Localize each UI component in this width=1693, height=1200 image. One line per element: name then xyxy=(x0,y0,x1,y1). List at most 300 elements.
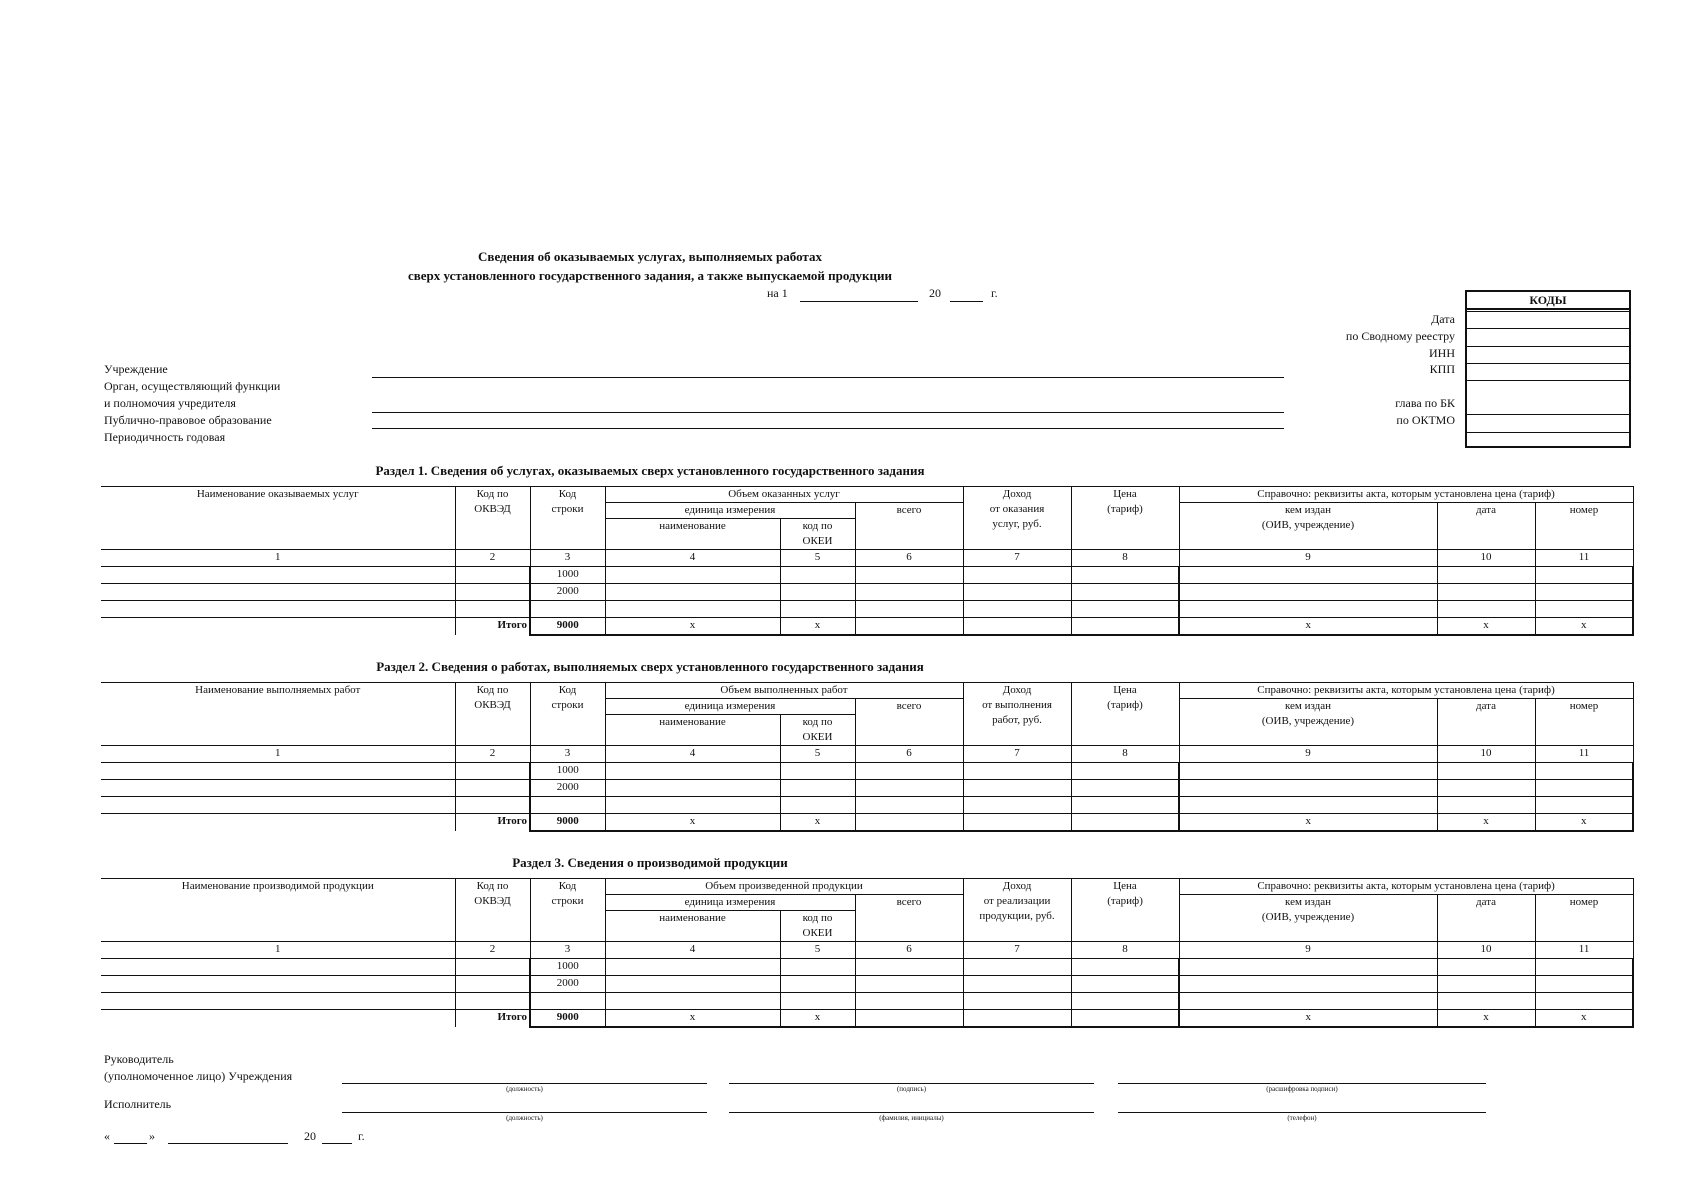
column-number-label: 9 xyxy=(1305,551,1311,563)
itogo-total-cell[interactable] xyxy=(855,618,963,636)
column-number xyxy=(101,550,455,567)
cell-value[interactable] xyxy=(1437,584,1535,601)
itogo-empty xyxy=(101,1010,455,1028)
cell-okved[interactable] xyxy=(455,797,530,814)
cell-value[interactable] xyxy=(780,976,855,993)
cell-value[interactable] xyxy=(855,780,963,797)
itogo-x-cell xyxy=(1535,618,1633,636)
executor-label: Исполнитель xyxy=(104,1097,172,1111)
column-number-label: 6 xyxy=(906,551,912,563)
date-close-quote: » xyxy=(149,1129,155,1143)
codes-row[interactable] xyxy=(1467,363,1629,364)
exec-position-line[interactable] xyxy=(342,1112,707,1113)
column-number-label: 4 xyxy=(689,943,696,955)
col-name-header xyxy=(101,683,455,746)
cell-value[interactable] xyxy=(1437,567,1535,584)
cell-value[interactable] xyxy=(605,797,780,814)
cell-value[interactable] xyxy=(963,763,1071,780)
cell-value[interactable] xyxy=(780,601,855,618)
volume-label: Объем выполненных работ xyxy=(720,684,848,696)
head-decode-line[interactable] xyxy=(1118,1083,1486,1084)
cell-value[interactable] xyxy=(963,797,1071,814)
table-row xyxy=(101,601,1633,618)
column-number-label: 8 xyxy=(1122,747,1128,759)
column-number xyxy=(530,942,605,959)
section-1-title: Раздел 1. Сведения об услугах, оказываемых сверх установленного государственного задания xyxy=(375,463,925,478)
institution-line[interactable] xyxy=(372,377,1284,378)
itogo-code-cell xyxy=(530,618,605,636)
itogo-x-cell xyxy=(1179,618,1437,636)
cell-okved[interactable] xyxy=(455,959,530,976)
x-mark: x xyxy=(1305,619,1312,631)
founder-line[interactable] xyxy=(372,412,1284,413)
cell-value[interactable] xyxy=(605,976,780,993)
codes-label-inn: ИНН xyxy=(1429,346,1455,360)
codes-label-oktmo: по ОКТМО xyxy=(1396,413,1455,427)
cell-name[interactable] xyxy=(101,976,455,993)
cell-value[interactable] xyxy=(1179,959,1437,976)
cell-value[interactable] xyxy=(1437,763,1535,780)
column-number xyxy=(455,746,530,763)
head-label-2: (уполномоченное лицо) Учреждения xyxy=(104,1069,293,1083)
cell-value[interactable] xyxy=(1071,959,1179,976)
cell-okved[interactable] xyxy=(455,584,530,601)
column-number xyxy=(1535,942,1633,959)
itogo-price-cell[interactable] xyxy=(1071,618,1179,636)
column-number xyxy=(855,550,963,567)
col-okei-header xyxy=(780,519,855,550)
column-number xyxy=(1071,942,1179,959)
income-label-3: работ, руб. xyxy=(992,714,1042,726)
unit-label: единица измерения xyxy=(684,896,776,908)
head-position-line[interactable] xyxy=(342,1083,707,1084)
column-number xyxy=(1071,550,1179,567)
col-income-header xyxy=(963,487,1071,550)
column-numbers-row xyxy=(101,942,1633,959)
col-linecode-header xyxy=(530,879,605,942)
cell-value[interactable] xyxy=(1179,601,1437,618)
itogo-price-cell[interactable] xyxy=(1071,1010,1179,1028)
price-label-1: Цена xyxy=(1113,488,1137,500)
cell-value[interactable] xyxy=(1535,567,1633,584)
table-row xyxy=(101,976,1633,993)
itogo-x-cell xyxy=(1437,814,1535,832)
column-number xyxy=(101,942,455,959)
total-label: всего xyxy=(896,896,922,908)
cell-value[interactable] xyxy=(855,959,963,976)
column-number xyxy=(530,550,605,567)
price-label-1: Цена xyxy=(1113,880,1137,892)
cell-value[interactable] xyxy=(1535,763,1633,780)
column-number-label: 8 xyxy=(1122,943,1128,955)
col-income-header xyxy=(963,683,1071,746)
cell-value[interactable] xyxy=(1535,993,1633,1010)
column-number-label: 5 xyxy=(814,943,821,955)
cell-value[interactable] xyxy=(855,797,963,814)
cell-linecode xyxy=(530,976,605,993)
column-number-label: 7 xyxy=(1014,747,1020,759)
codes-row[interactable] xyxy=(1467,311,1629,312)
cell-value[interactable] xyxy=(1535,976,1633,993)
okei-label-2: ОКЕИ xyxy=(802,731,833,743)
codes-box xyxy=(1465,290,1631,448)
cell-value[interactable] xyxy=(780,763,855,780)
codes-label-registry: по Сводному реестру xyxy=(1345,329,1455,343)
cell-value[interactable] xyxy=(1179,584,1437,601)
itogo-code-cell xyxy=(530,814,605,832)
cell-linecode xyxy=(530,993,605,1010)
column-number-label: 11 xyxy=(1578,551,1590,563)
okei-label-2: ОКЕИ xyxy=(802,927,833,939)
column-number xyxy=(963,746,1071,763)
cell-value[interactable] xyxy=(1179,976,1437,993)
col-issued-header xyxy=(1179,895,1437,942)
cell-value[interactable] xyxy=(1437,601,1535,618)
okei-label-2: ОКЕИ xyxy=(802,535,833,547)
cell-value[interactable] xyxy=(1071,976,1179,993)
cell-name[interactable] xyxy=(101,993,455,1010)
cell-value[interactable] xyxy=(1179,797,1437,814)
cell-name[interactable] xyxy=(101,959,455,976)
okved-label-1: Код по xyxy=(476,684,509,696)
col-name-header xyxy=(101,879,455,942)
itogo-row xyxy=(101,1010,1633,1028)
codes-row[interactable] xyxy=(1467,380,1629,381)
cell-value[interactable] xyxy=(605,763,780,780)
col-unit-name-header xyxy=(605,911,780,942)
cell-value[interactable] xyxy=(1437,797,1535,814)
table-row xyxy=(101,584,1633,601)
col-total-header xyxy=(855,503,963,550)
column-number xyxy=(780,746,855,763)
column-number xyxy=(1437,550,1535,567)
issued-label-2: (ОИВ, учреждение) xyxy=(1261,911,1355,923)
doc-title-line1: Сведения об оказываемых услугах, выполняемых работах xyxy=(478,249,822,264)
cell-okved[interactable] xyxy=(455,601,530,618)
cell-okved[interactable] xyxy=(455,567,530,584)
cell-value[interactable] xyxy=(855,584,963,601)
column-number xyxy=(1535,746,1633,763)
issued-label-2: (ОИВ, учреждение) xyxy=(1261,715,1355,727)
cell-value[interactable] xyxy=(855,763,963,780)
codes-row[interactable] xyxy=(1467,346,1629,347)
cell-value[interactable] xyxy=(780,780,855,797)
line-code-value: 1000 xyxy=(556,568,579,580)
income-label-1: Доход xyxy=(1002,684,1032,696)
x-mark: x xyxy=(1581,619,1587,631)
column-number-label: 3 xyxy=(564,943,571,955)
itogo-total-cell[interactable] xyxy=(855,1010,963,1028)
column-number-label: 10 xyxy=(1480,747,1492,759)
public-entity-line[interactable] xyxy=(372,428,1284,429)
unit-label: единица измерения xyxy=(684,504,776,516)
column-number xyxy=(780,550,855,567)
cell-value[interactable] xyxy=(1071,567,1179,584)
cell-value[interactable] xyxy=(1437,993,1535,1010)
column-numbers-row xyxy=(101,550,1633,567)
cell-name[interactable] xyxy=(101,780,455,797)
cell-value[interactable] xyxy=(1071,797,1179,814)
price-label-2: (тариф) xyxy=(1107,699,1143,711)
x-mark: x xyxy=(814,815,821,827)
cell-value[interactable] xyxy=(855,601,963,618)
issued-label-1: кем издан xyxy=(1284,700,1332,712)
column-number xyxy=(605,746,780,763)
sign-year: 20 xyxy=(304,1129,316,1143)
date-day-line[interactable] xyxy=(800,301,918,302)
col-date-header xyxy=(1437,699,1535,746)
col-unit-name-header xyxy=(605,715,780,746)
itogo-income-cell[interactable] xyxy=(963,814,1071,832)
cell-value[interactable] xyxy=(1179,780,1437,797)
cell-value[interactable] xyxy=(855,993,963,1010)
itogo-code: 9000 xyxy=(556,619,579,631)
column-number-label: 3 xyxy=(564,551,571,563)
column-number-label: 4 xyxy=(689,551,696,563)
col-date-header xyxy=(1437,503,1535,550)
cell-value[interactable] xyxy=(1071,584,1179,601)
cell-value[interactable] xyxy=(963,780,1071,797)
table-row xyxy=(101,780,1633,797)
date-year: 20 xyxy=(929,286,941,300)
x-mark: x xyxy=(689,619,696,631)
column-number xyxy=(855,746,963,763)
linecode-label-2: строки xyxy=(551,699,584,711)
column-number-label: 5 xyxy=(814,747,821,759)
column-number-label: 10 xyxy=(1480,551,1492,563)
cell-okved[interactable] xyxy=(455,780,530,797)
section-3-table xyxy=(101,878,1634,1028)
cell-okved[interactable] xyxy=(455,976,530,993)
income-label-3: услуг, руб. xyxy=(992,518,1042,530)
cell-value[interactable] xyxy=(605,993,780,1010)
date-year-line[interactable] xyxy=(950,301,983,302)
unit-name-label: наименование xyxy=(659,520,726,532)
codes-row[interactable] xyxy=(1467,328,1629,329)
income-label-2: от выполнения xyxy=(982,699,1052,711)
cell-value[interactable] xyxy=(780,959,855,976)
itogo-x-cell xyxy=(780,618,855,636)
itogo-x-cell xyxy=(1179,814,1437,832)
col-name-header xyxy=(101,487,455,550)
itogo-x-cell xyxy=(605,1010,780,1028)
cell-value[interactable] xyxy=(1179,763,1437,780)
col-issued-header xyxy=(1179,503,1437,550)
income-label-1: Доход xyxy=(1002,488,1032,500)
cell-value[interactable] xyxy=(963,567,1071,584)
okved-label-1: Код по xyxy=(476,880,509,892)
cell-name[interactable] xyxy=(101,567,455,584)
column-number-label: 1 xyxy=(275,551,281,563)
cell-value[interactable] xyxy=(780,567,855,584)
col-ref-header xyxy=(1179,879,1633,895)
section-1-table xyxy=(101,486,1634,636)
col-date-header xyxy=(1437,895,1535,942)
cell-name[interactable] xyxy=(101,797,455,814)
name-col-label: Наименование производимой продукции xyxy=(181,880,374,892)
exec-fio-line[interactable] xyxy=(729,1112,1094,1113)
cell-value[interactable] xyxy=(605,567,780,584)
unit-label: единица измерения xyxy=(684,700,776,712)
col-ref-header xyxy=(1179,487,1633,503)
table-row xyxy=(101,567,1633,584)
column-number-label: 6 xyxy=(906,747,912,759)
sign-year-suffix: г. xyxy=(358,1129,365,1143)
column-number xyxy=(963,550,1071,567)
column-numbers-row xyxy=(101,746,1633,763)
institution-label: Учреждение xyxy=(104,362,168,376)
cell-value[interactable] xyxy=(605,601,780,618)
cell-value[interactable] xyxy=(605,780,780,797)
volume-label: Объем оказанных услуг xyxy=(728,488,840,500)
cell-value[interactable] xyxy=(1071,763,1179,780)
cell-linecode xyxy=(530,797,605,814)
codes-row[interactable] xyxy=(1467,432,1629,433)
cap-signature: (подпись) xyxy=(896,1085,927,1093)
linecode-label-2: строки xyxy=(551,895,584,907)
column-number xyxy=(1535,550,1633,567)
sign-month-line[interactable] xyxy=(168,1143,288,1144)
itogo-label: Итого xyxy=(497,1011,527,1023)
number-label: номер xyxy=(1569,504,1599,516)
itogo-label-cell xyxy=(455,618,530,636)
itogo-income-cell[interactable] xyxy=(963,618,1071,636)
sign-day-line[interactable] xyxy=(114,1143,147,1144)
cell-value[interactable] xyxy=(605,959,780,976)
itogo-total-cell[interactable] xyxy=(855,814,963,832)
okved-label-1: Код по xyxy=(476,488,509,500)
cap-position: (должность) xyxy=(506,1085,543,1093)
codes-row[interactable] xyxy=(1467,414,1629,415)
line-code-value: 2000 xyxy=(556,977,579,989)
col-linecode-header xyxy=(530,487,605,550)
cell-value[interactable] xyxy=(605,584,780,601)
column-number xyxy=(855,942,963,959)
col-total-header xyxy=(855,699,963,746)
date-prefix: на 1 xyxy=(767,286,788,300)
cell-value[interactable] xyxy=(1071,780,1179,797)
cell-value[interactable] xyxy=(963,601,1071,618)
public-entity-label: Публично-правовое образование xyxy=(104,413,272,427)
cap-decode: (расшифровка подписи) xyxy=(1266,1085,1338,1093)
cell-okved[interactable] xyxy=(455,763,530,780)
cell-value[interactable] xyxy=(1535,797,1633,814)
cell-value[interactable] xyxy=(963,584,1071,601)
itogo-price-cell[interactable] xyxy=(1071,814,1179,832)
col-unit-header xyxy=(605,895,855,911)
x-mark: x xyxy=(1483,1011,1489,1023)
date-label: дата xyxy=(1476,896,1497,908)
itogo-label-cell xyxy=(455,1010,530,1028)
cell-value[interactable] xyxy=(1535,584,1633,601)
col-price-header xyxy=(1071,879,1179,942)
column-number-label: 4 xyxy=(689,747,696,759)
cell-value[interactable] xyxy=(1535,601,1633,618)
x-mark: x xyxy=(689,815,696,827)
column-number xyxy=(605,550,780,567)
head-signature-line[interactable] xyxy=(729,1083,1094,1084)
column-number-label: 2 xyxy=(489,551,496,563)
col-volume-header xyxy=(605,879,963,895)
cell-name[interactable] xyxy=(101,584,455,601)
itogo-empty xyxy=(101,814,455,832)
col-unit-header xyxy=(605,699,855,715)
column-number-label: 5 xyxy=(814,551,821,563)
cell-value[interactable] xyxy=(1071,993,1179,1010)
cell-value[interactable] xyxy=(780,797,855,814)
itogo-x-cell xyxy=(780,1010,855,1028)
itogo-label-cell xyxy=(455,814,530,832)
itogo-x-cell xyxy=(780,814,855,832)
itogo-x-cell xyxy=(1437,1010,1535,1028)
section-2-title: Раздел 2. Сведения о работах, выполняемых сверх установленного государственного задания xyxy=(376,659,924,674)
periodicity-label: Периодичность годовая xyxy=(104,430,226,444)
total-label: всего xyxy=(896,700,922,712)
itogo-income-cell[interactable] xyxy=(963,1010,1071,1028)
date-open-quote: « xyxy=(104,1129,110,1143)
col-issued-header xyxy=(1179,699,1437,746)
cell-okved[interactable] xyxy=(455,993,530,1010)
column-number-label: 8 xyxy=(1122,551,1128,563)
cell-value[interactable] xyxy=(855,567,963,584)
codes-label-bk: глава по БК xyxy=(1395,396,1455,410)
doc-title-line2: сверх установленного государственного задания, а также выпускаемой продукции xyxy=(407,268,893,283)
sign-year-line[interactable] xyxy=(322,1143,352,1144)
founder-label-1: Орган, осуществляющий функции xyxy=(104,379,281,393)
col-okved-header xyxy=(455,879,530,942)
column-number-label: 9 xyxy=(1305,747,1311,759)
cell-value[interactable] xyxy=(1071,601,1179,618)
ref-label: Справочно: реквизиты акта, которым установлена цена (тариф) xyxy=(1257,880,1555,892)
cell-value[interactable] xyxy=(1535,959,1633,976)
column-number-label: 10 xyxy=(1480,943,1492,955)
x-mark: x xyxy=(1581,1011,1587,1023)
column-number xyxy=(1179,942,1437,959)
cell-value[interactable] xyxy=(780,993,855,1010)
col-okei-header xyxy=(780,911,855,942)
cell-value[interactable] xyxy=(963,993,1071,1010)
column-number-label: 7 xyxy=(1014,943,1020,955)
founder-label-2: и полномочия учредителя xyxy=(104,396,236,410)
column-number xyxy=(455,942,530,959)
cell-name[interactable] xyxy=(101,601,455,618)
line-code-value: 1000 xyxy=(556,764,579,776)
cell-linecode xyxy=(530,780,605,797)
itogo-code-cell xyxy=(530,1010,605,1028)
cell-value[interactable] xyxy=(1179,567,1437,584)
col-volume-header xyxy=(605,487,963,503)
cell-value[interactable] xyxy=(963,959,1071,976)
cell-value[interactable] xyxy=(1437,976,1535,993)
cell-value[interactable] xyxy=(1437,959,1535,976)
exec-phone-line[interactable] xyxy=(1118,1112,1486,1113)
linecode-label-2: строки xyxy=(551,503,584,515)
cell-name[interactable] xyxy=(101,763,455,780)
date-label: дата xyxy=(1476,504,1497,516)
col-volume-header xyxy=(605,683,963,699)
cell-value[interactable] xyxy=(1179,993,1437,1010)
cell-value[interactable] xyxy=(1535,780,1633,797)
cell-value[interactable] xyxy=(1437,780,1535,797)
cell-value[interactable] xyxy=(780,584,855,601)
table-row xyxy=(101,993,1633,1010)
column-number-label: 6 xyxy=(906,943,912,955)
cell-value[interactable] xyxy=(963,976,1071,993)
linecode-label-1: Код xyxy=(558,684,577,696)
cell-value[interactable] xyxy=(855,976,963,993)
linecode-label-1: Код xyxy=(558,880,577,892)
cell-linecode xyxy=(530,763,605,780)
